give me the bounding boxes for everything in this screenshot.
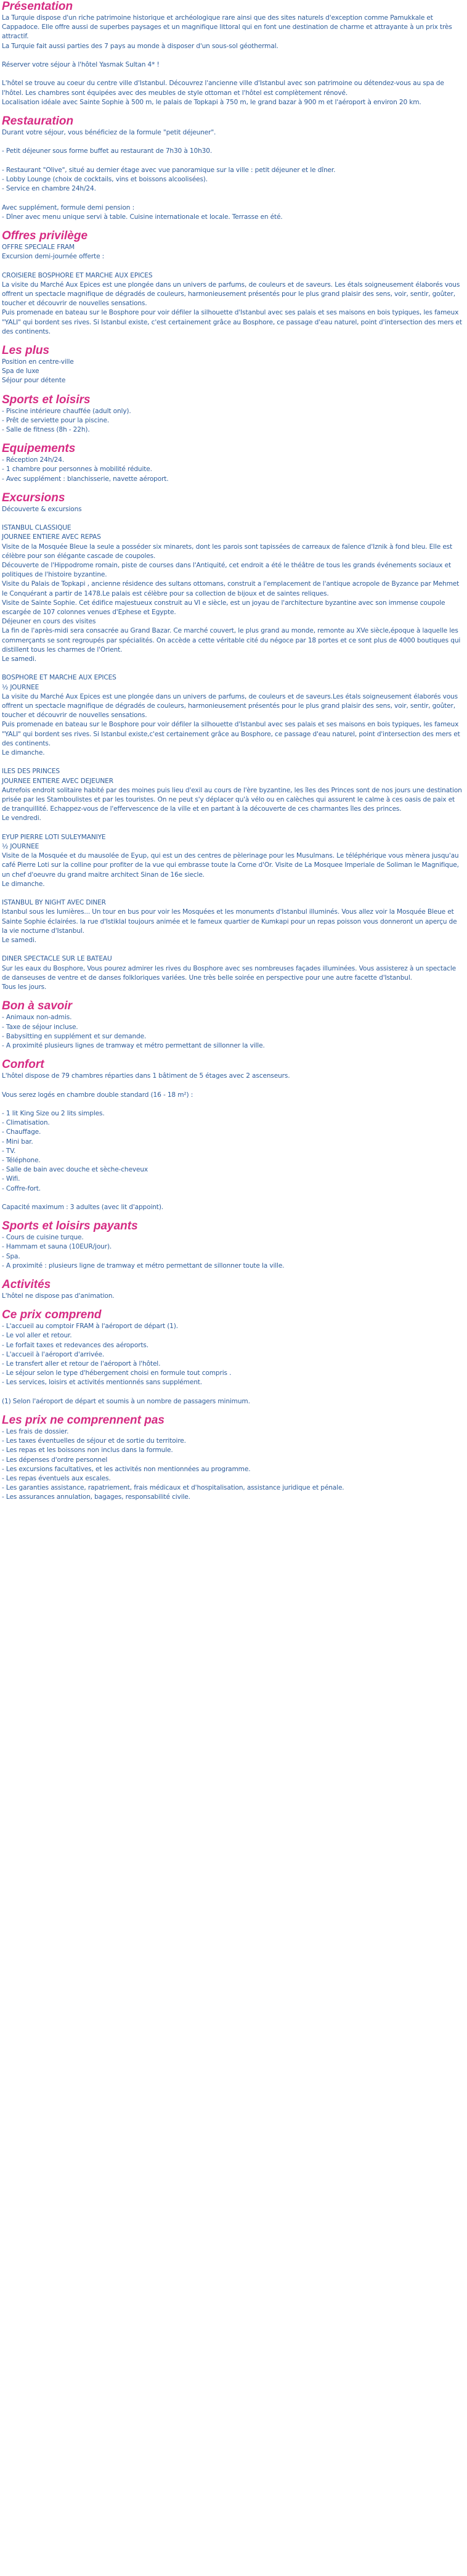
section-les-prix-ne-comprennent-pas	[2, 1414, 462, 1510]
section-body	[2, 1322, 462, 1406]
section-spacer	[2, 1271, 462, 1278]
paragraph-line: - Les assurances annulation, bagages, responsabilité civile.	[2, 1493, 190, 1501]
section-heading: Offres privilège	[2, 229, 88, 242]
paragraph-line: - Les excursions facultatives, et les activités non mentionnées au programme.	[2, 1465, 251, 1473]
paragraph-line: - 1 chambre pour personnes à mobilité réduite.	[2, 466, 152, 474]
paragraph-line: - Climatisation.	[2, 1119, 50, 1127]
paragraph-line: - 1 lit King Size ou 2 lits simples.	[2, 1109, 105, 1117]
section-heading: Présentation	[2, 0, 73, 13]
section-equipements	[2, 442, 462, 491]
paragraph-line: La fin de l'après-midi sera consacrée au Grand Bazar. Ce marché couvert, le plus grand au monde, remonte au XVe siècle,époque à laquelle les commerçants se sont regroupés par spécialités. On accède a cette véritable cité du négoce par 18 portes et ce sont plus de 4000 boutiques qui distillent tous les charmes de l'Orient.	[2, 627, 461, 654]
paragraph-line: - Téléphone.	[2, 1156, 41, 1164]
paragraph-line: ISTANBUL CLASSIQUE	[2, 524, 71, 532]
section-body	[2, 128, 462, 222]
blank-line	[2, 157, 462, 166]
paragraph-line: CROISIERE BOSPHORE ET MARCHE AUX EPICES	[2, 271, 153, 279]
paragraph-line: - Le transfert aller et retour de l'aéroport à l'hôtel.	[2, 1360, 161, 1368]
paragraph-line: JOURNEE ENTIERE AVEC REPAS	[2, 533, 101, 541]
section-sports-et-loisirs	[2, 393, 462, 443]
blank-line	[2, 758, 462, 767]
paragraph-line: ILES DES PRINCES	[2, 768, 60, 776]
paragraph-line: - A proximité plusieurs lignes de tramway et métro permettant de sillonner la ville.	[2, 1041, 265, 1049]
section-sports-et-loisirs-payants	[2, 1220, 462, 1278]
blank-line	[2, 1194, 462, 1203]
paragraph-line: L'hôtel ne dispose pas d'animation.	[2, 1292, 115, 1300]
paragraph-line: La visite du Marché Aux Epices est une plongée dans un univers de parfums, de couleurs et de saveurs.Les étals soigneusement élaborés vous offrent un spectacle magnifique de dégradés de couleurs, harmonieusement présentés pour le plus grand plaisir des sens, voir, sentir, goûter, toucher et découvrir de nouvelles sensations.	[2, 692, 458, 720]
section-spacer	[2, 107, 462, 115]
paragraph-line: JOURNEE ENTIERE AVEC DEJEUNER	[2, 777, 113, 785]
blank-line	[2, 514, 462, 523]
section-body	[2, 1427, 462, 1503]
paragraph-line: - Prêt de serviette pour la piscine.	[2, 416, 110, 424]
paragraph-line: - Cours de cuisine turque.	[2, 1234, 84, 1242]
blank-line	[2, 1100, 462, 1109]
section-spacer	[2, 386, 462, 393]
paragraph-line: (1) Selon l'aéroport de départ et soumis à un nombre de passagers minimum.	[2, 1397, 250, 1405]
paragraph-line: Visite de la Mosquée Bleue la seule a posséder six minarets, dont les parois sont tapissées de carreaux de faïence d'Iznik à fond bleu. Elle est célèbre pour son élégante cascade de coupoles.	[2, 543, 453, 560]
section-activites	[2, 1278, 462, 1308]
blank-line	[2, 1081, 462, 1090]
paragraph-line: - Dîner avec menu unique servi à table. Cuisine internationale et locale. Terrasse en été.	[2, 213, 283, 221]
paragraph-line: ½ JOURNEE	[2, 683, 39, 691]
section-body	[2, 505, 462, 992]
paragraph-line: - Spa.	[2, 1252, 20, 1260]
blank-line	[2, 137, 462, 147]
paragraph-line: - Salle de fitness (8h - 22h).	[2, 426, 90, 434]
paragraph-line: Capacité maximum : 3 adultes (avec lit d'appoint).	[2, 1203, 164, 1211]
section-ce-prix-comprend	[2, 1308, 462, 1414]
paragraph-line: La visite du Marché Aux Epices est une plongée dans un univers de parfums, de couleurs et de saveurs. Les étals soigneusement élaborés vous offrent un spectacle magnifique de dégradés de couleurs, harmonieusement présentés pour le plus grand plaisir des sens, voir, sentir, goûter, toucher et découvrir de nouvelles sensations.	[2, 281, 460, 308]
paragraph-line: Le samedi.	[2, 655, 36, 663]
paragraph-line: La Turquie fait aussi parties des 7 pays au monde à disposer d'un sous-sol géothermal.	[2, 42, 278, 50]
section-offres-privilege	[2, 229, 462, 344]
section-spacer	[2, 1301, 462, 1308]
section-spacer	[2, 435, 462, 442]
paragraph-line: Tous les jours.	[2, 983, 47, 991]
paragraph-line: - Babysitting en supplément et sur demande.	[2, 1032, 147, 1040]
paragraph-line: - Les frais de dossier.	[2, 1427, 69, 1435]
section-spacer	[2, 337, 462, 344]
blank-line	[2, 51, 462, 60]
section-body	[2, 243, 462, 337]
paragraph-line: - Les services, loisirs et activités mentionnés sans supplément.	[2, 1379, 202, 1387]
section-heading: Ce prix comprend	[2, 1308, 102, 1322]
section-heading: Restauration	[2, 115, 74, 128]
paragraph-line: L'hôtel se trouve au coeur du centre ville d'Istanbul. Découvrez l'ancienne ville d'Istanbul avec son patrimoine ou détendez-vous au spa de l'hôtel. Les chambres sont équipées avec des meubles de style ottoman et l'hôtel est complètement rénové.	[2, 80, 444, 97]
paragraph-line: Spa de luxe	[2, 367, 39, 375]
paragraph-line: - L'accueil au comptoir FRAM à l'aéroport de départ (1).	[2, 1323, 178, 1331]
paragraph-line: - Le forfait taxes et redevances des aéroports.	[2, 1341, 148, 1349]
section-heading: Les plus	[2, 344, 50, 357]
paragraph-line: Istanbul sous les lumières... Un tour en bus pour voir les Mosquées et les monuments d'Istanbul illuminés. Vous allez voir la Mosquée Bleue et Sainte Sophie éclairées. la rue d'Istiklal toujours animée et le fameux quartier de Kumkapi pour un repas poisson vous donneront un aperçu de la vie nocturne d'Istanbul.	[2, 908, 457, 935]
paragraph-line: - A proximité : plusieurs ligne de tramway et métro permettant de sillonner toute la ville.	[2, 1261, 285, 1270]
paragraph-line: - Salle de bain avec douche et sèche-cheveux	[2, 1166, 148, 1174]
paragraph-line: Puis promenade en bateau sur le Bosphore pour voir défiler la silhouette d'Istanbul avec ses palais et ses maisons en bois typiques, les fameux "YALI" qui bordent ses rives. Si Istanbul existe, c'est certainement grâce au Bosphore, ce passage d'eau naturel, point d'intersection des mers et des continents.	[2, 309, 462, 335]
paragraph-line: - Le vol aller et retour.	[2, 1332, 72, 1340]
paragraph-line: ½ JOURNEE	[2, 843, 39, 851]
section-heading: Activités	[2, 1278, 51, 1291]
paragraph-line: - Coffre-fort.	[2, 1184, 41, 1192]
section-heading: Les prix ne comprennent pas	[2, 1413, 164, 1427]
blank-line	[2, 261, 462, 271]
paragraph-line: Le samedi.	[2, 937, 36, 945]
paragraph-line: - L'accueil à l'aéroport d'arrivée.	[2, 1350, 105, 1358]
section-spacer	[2, 992, 462, 999]
blank-line	[2, 824, 462, 833]
paragraph-line: - TV.	[2, 1147, 16, 1155]
paragraph-line: La Turquie dispose d'un riche patrimoine historique et archéologique rare ainsi que des sites naturels d'exception comme Pamukkale et Cappadoce. Elle offre aussi de superbes paysages et un magnifique littoral qui en font une destination de charme et attrayante à un prix très attractif.	[2, 14, 452, 41]
section-body	[2, 1013, 462, 1051]
paragraph-line: - Les taxes éventuelles de séjour et de sortie du territoire.	[2, 1437, 186, 1445]
paragraph-line: Avec supplément, formule demi pension :	[2, 203, 135, 211]
section-body	[2, 1233, 462, 1271]
paragraph-line: - Animaux non-admis.	[2, 1014, 72, 1022]
paragraph-line: - Les repas éventuels aux escales.	[2, 1474, 111, 1482]
paragraph-line: Durant votre séjour, vous bénéficiez de la formule "petit déjeuner".	[2, 129, 216, 136]
blank-line	[2, 945, 462, 954]
paragraph-line: - Piscine intérieure chauffée (adult only).	[2, 407, 131, 415]
paragraph-line: BOSPHORE ET MARCHE AUX EPICES	[2, 674, 116, 682]
paragraph-line: Découverte de l'Hippodrome romain, piste de courses dans l'Antiquité, cet endroit a été le théâtre de tous les grands événements sociaux et politiques de l'histoire byzantine.	[2, 562, 451, 579]
section-bon-a-savoir	[2, 999, 462, 1058]
blank-line	[2, 194, 462, 203]
section-spacer	[2, 222, 462, 229]
paragraph-line: Excursion demi-journée offerte :	[2, 253, 105, 261]
blank-line	[2, 70, 462, 79]
paragraph-line: Séjour pour détente	[2, 377, 66, 385]
section-heading: Equipements	[2, 442, 76, 456]
section-heading: Sports et loisirs payants	[2, 1220, 138, 1233]
paragraph-line: Localisation idéale avec Sainte Sophie à 500 m, le palais de Topkapi à 750 m, le grand bazar à 900 m et l'aéroport à environ 20 km.	[2, 98, 421, 106]
section-body	[2, 1292, 462, 1301]
section-body	[2, 14, 462, 107]
paragraph-line: Puis promenade en bateau sur le Bosphore pour voir défiler la silhouette d'Istanbul avec ses palais et ses maisons en bois typiques, les fameux "YALI" qui bordent ses rives. Si Istanbul existe,c'est certainement grâce au Bosphore, ce passage d'eau naturel, point d'intersection des mers et des continents.	[2, 721, 460, 747]
paragraph-line: - Petit déjeuner sous forme buffet au restaurant de 7h30 à 10h30.	[2, 147, 213, 155]
paragraph-line: Visite de Sainte Sophie. Cet édifice majestueux construit au VI e siècle, est un joyau de l'architecture byzantine avec son immense coupole escargée de 107 colonnes venues d'Ephese et Egypte.	[2, 599, 445, 617]
paragraph-line: - Le séjour selon le type d'hébergement choisi en formule tout compris .	[2, 1369, 232, 1377]
blank-line	[2, 889, 462, 898]
blank-line	[2, 1388, 462, 1397]
paragraph-line: Visite de la Mosquée et du mausolée de Eyup, qui est un des centres de pèlerinage pour les Musulmans. Le téléphérique vous mènera jusqu'au café Pierre Loti sur la colline pour profiter de la vue qui embrasse toute la Corne d'Or. Visite de La Mosquee Imperiale de Soliman le Magnifique, un chef d'oeuvre du grand maitre architect Sinan de 16e siecle.	[2, 852, 459, 879]
paragraph-line: Position en centre-ville	[2, 358, 74, 366]
paragraph-line: DINER SPECTACLE SUR LE BATEAU	[2, 955, 112, 963]
section-body	[2, 1072, 462, 1212]
section-spacer	[2, 1212, 462, 1220]
paragraph-line: - Réception 24h/24.	[2, 456, 65, 464]
paragraph-line: Découverte & excursions	[2, 505, 82, 513]
section-heading: Excursions	[2, 491, 65, 504]
paragraph-line: - Restaurant "Olive", situé au dernier étage avec vue panoramique sur la ville : petit déjeuner et le dîner.	[2, 166, 336, 174]
paragraph-line: - Service en chambre 24h/24.	[2, 185, 96, 193]
paragraph-line: Autrefois endroit solitaire habité par des moines puis lieu d'exil au cours de l'ère byzantine, les îles des Princes sont de nos jours une destination prisée par les Stamboulistes et par les touristes. On ne peut s'y déplacer qu'à vélo ou en calèches qui assurent le calme à ces oasis de paix et de tranquillité. Echappez-vous de l'effervescence de la ville et en partant à la découverte de ces charmantes îles des princes.	[2, 786, 462, 813]
paragraph-line: L'hôtel dispose de 79 chambres réparties dans 1 bâtiment de 5 étages avec 2 ascenseurs.	[2, 1072, 290, 1080]
section-excursions	[2, 491, 462, 999]
section-spacer	[2, 1503, 462, 1510]
section-presentation	[2, 0, 462, 115]
paragraph-line: Visite du Palais de Topkapi , ancienne résidence des sultans ottomans, construit a l'emplacement de l'antique acropole de Byzance par Mehmet le Conquérant a partir de 1478.Le palais est célèbre pour sa collection de bijoux et de saintes reliques.	[2, 580, 460, 597]
paragraph-line: EYUP PIERRE LOTI SULEYMANIYE	[2, 833, 106, 841]
section-body	[2, 456, 462, 484]
paragraph-line: - Lobby Lounge (choix de cocktails, vins et boissons alcoolisées).	[2, 175, 208, 183]
section-spacer	[2, 1051, 462, 1058]
section-heading: Sports et loisirs	[2, 393, 91, 406]
section-spacer	[2, 484, 462, 491]
section-spacer	[2, 1406, 462, 1414]
paragraph-line: OFFRE SPECIALE FRAM	[2, 243, 75, 251]
paragraph-line: ISTANBUL BY NIGHT AVEC DINER	[2, 899, 106, 907]
paragraph-line: - Mini bar.	[2, 1138, 33, 1146]
paragraph-line: - Les garanties assistance, rapatriement, frais médicaux et d'hospitalisation, assistance juridique et pénale.	[2, 1484, 344, 1492]
paragraph-line: Sur les eaux du Bosphore, Vous pourez admirer les rives du Bosphore avec ses nombreuses façades illuminées. Vous assisterez à un spectacle de danseuses de ventre et de danses folkloriques variées. Une très belle soirée en perspective pour une autre facette d'Istanbul.	[2, 964, 457, 982]
paragraph-line: - Les repas et les boissons non inclus dans la formule.	[2, 1446, 173, 1454]
section-heading: Bon à savoir	[2, 999, 73, 1013]
paragraph-line: Le vendredi.	[2, 814, 41, 822]
paragraph-line: Vous serez logés en chambre double standard (16 - 18 m²) :	[2, 1091, 193, 1099]
section-restauration	[2, 115, 462, 229]
paragraph-line: - Taxe de séjour incluse.	[2, 1023, 78, 1031]
section-body	[2, 358, 462, 386]
paragraph-line: Le dimanche.	[2, 880, 45, 888]
paragraph-line: - Hammam et sauna (10EUR/jour).	[2, 1243, 112, 1251]
paragraph-line: Réserver votre séjour à l'hôtel Yasmak Sultan 4* !	[2, 61, 160, 68]
section-confort	[2, 1058, 462, 1220]
paragraph-line: - Avec supplément : blanchisserie, navette aéroport.	[2, 475, 169, 483]
section-les-plus	[2, 344, 462, 393]
paragraph-line: - Chauffage.	[2, 1128, 41, 1136]
paragraph-line: - Wifi.	[2, 1175, 20, 1183]
paragraph-line: Le dimanche.	[2, 749, 45, 757]
section-body	[2, 407, 462, 435]
section-heading: Confort	[2, 1058, 44, 1072]
blank-line	[2, 664, 462, 673]
paragraph-line: Déjeuner en cours des visites	[2, 618, 96, 626]
paragraph-line: - Les dépenses d'ordre personnel	[2, 1456, 108, 1464]
